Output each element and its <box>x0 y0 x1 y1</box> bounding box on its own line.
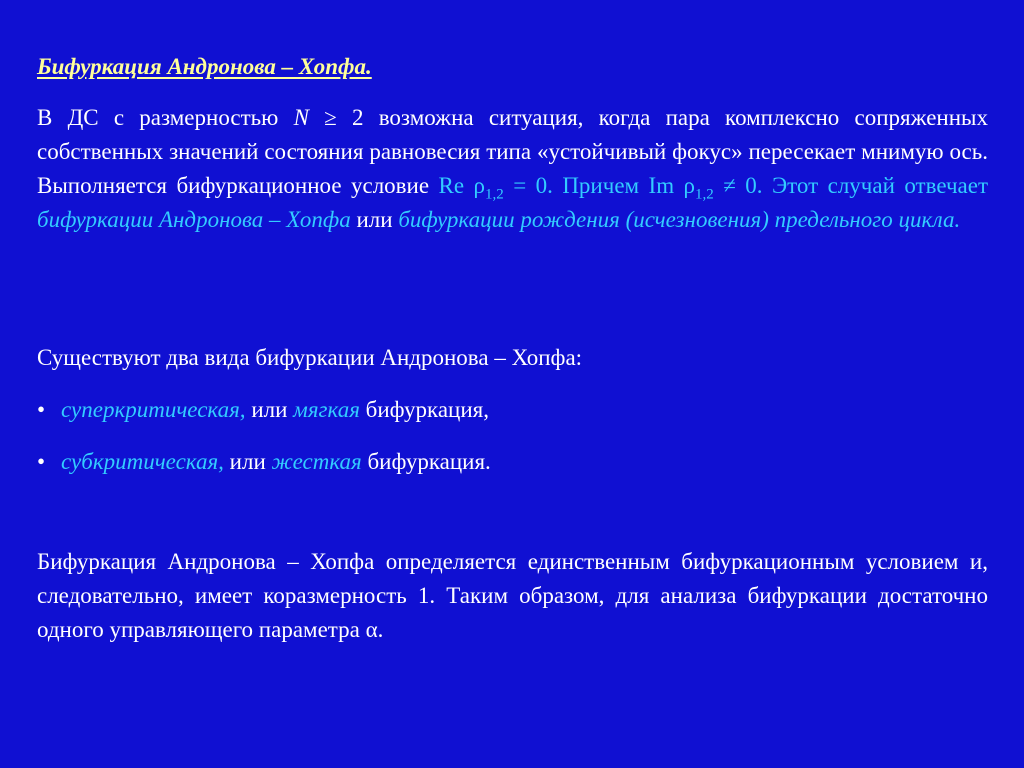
list-item-subcritical <box>37 445 491 479</box>
p1-text-1: В ДС с размерностью <box>37 105 294 130</box>
list-item-supercritical <box>37 393 491 427</box>
types-list <box>37 393 491 497</box>
text-bifurcation: бифуркация, <box>359 397 489 422</box>
slide-title: Бифуркация Андронова – Хопфа. <box>37 54 372 79</box>
types-heading: Существуют два вида бифуркации Андронова – Хопфа: <box>37 345 583 370</box>
p1-dimension-symbol: N <box>293 105 309 130</box>
p1-im-subscript: 1,2 <box>695 186 714 203</box>
p1-re-condition: Re ρ <box>438 173 485 198</box>
p1-term-hopf: бифуркации Андронова – Хопфа <box>37 207 351 232</box>
p1-term-limit-cycle: бифуркации рождения (исчезновения) предельного цикла. <box>398 207 961 232</box>
text-bifurcation: бифуркация. <box>361 449 491 474</box>
p1-text-or: или <box>350 207 399 232</box>
term-hard: жесткая <box>271 449 362 474</box>
p1-text-3: ≥ 2 возможна ситуация, когда пара комплексно сопряженных собственных значений состояния равновесия типа «устойчивый фокус» пересекает мнимую ось. Выполняется бифуркационное условие <box>37 105 988 198</box>
text-or: или <box>223 449 272 474</box>
p1-re-equals: = 0. Причем <box>503 173 649 198</box>
term-subcritical: субкритическая, <box>61 449 224 474</box>
p1-im-condition: Im ρ <box>648 173 696 198</box>
p1-re-subscript: 1,2 <box>485 186 504 203</box>
text-or: или <box>245 397 294 422</box>
bullet-icon: • <box>37 449 46 474</box>
term-soft: мягкая <box>293 397 360 422</box>
bullet-icon: • <box>37 397 46 422</box>
intro-paragraph <box>37 101 988 237</box>
codimension-paragraph: Бифуркация Андронова – Хопфа определяется единственным бифуркационным условием и, следовательно, имеет коразмерность 1. Таким образом, для анализа бифуркации достаточно одного управляющего параметра α. <box>37 549 988 642</box>
term-supercritical: суперкритическая, <box>61 397 246 422</box>
p1-im-not-equal: ≠ 0. Этот случай отвечает <box>713 173 988 198</box>
